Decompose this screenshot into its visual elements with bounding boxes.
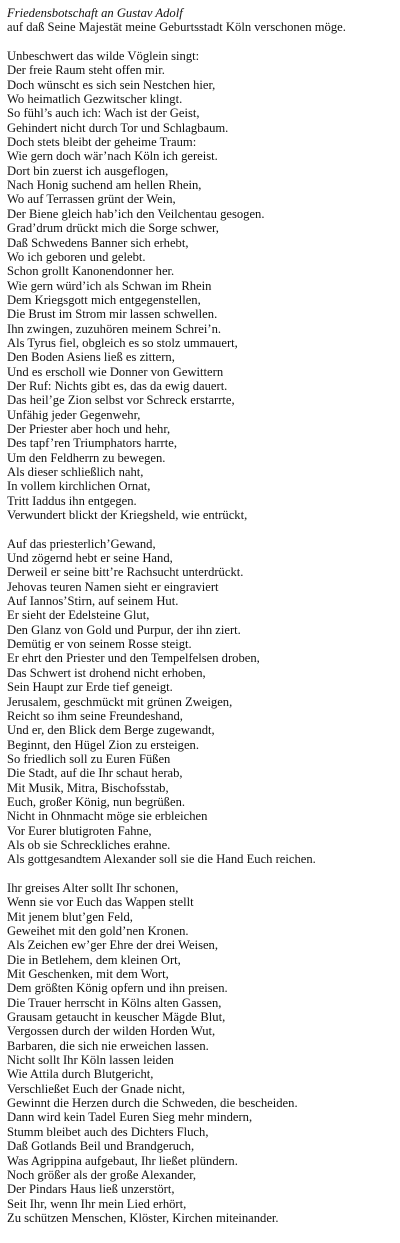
- poem-line: Dort bin zuerst ich ausgeflogen,: [7, 163, 169, 178]
- poem-line: Er sieht der Edelsteine Glut,: [7, 608, 150, 623]
- poem-line: Um den Feldherrn zu bewegen.: [7, 450, 166, 465]
- poem-line: Wie gern doch wär’nach Köln ich gereist.: [7, 149, 218, 164]
- stanza-2: [7, 537, 397, 867]
- poem-line: Dem Kriegsgott mich entgegenstellen,: [7, 292, 201, 307]
- poem-line: Geweihet mit den gold’nen Kronen.: [7, 924, 189, 938]
- poem-line: Nach Honig suchend am hellen Rhein,: [7, 178, 202, 193]
- poem-line: Der Priester aber hoch und hehr,: [7, 421, 171, 436]
- poem-line: Jehovas teuren Namen sieht er eingraviert: [7, 579, 219, 594]
- stanza-3: [7, 881, 397, 1225]
- poem-line: Daß Schwedens Banner sich erhebt,: [7, 235, 189, 250]
- poem-line: Auf Iannos’Stirn, auf seinem Hut.: [7, 594, 179, 609]
- poem-line: Vergossen durch der wilden Horden Wut,: [7, 1024, 216, 1039]
- poem-line: Doch wünscht es sich sein Nestchen hier,: [7, 77, 216, 92]
- stanza-1: [7, 49, 397, 522]
- poem-line: Die Trauer herrscht in Kölns alten Gassen,: [7, 995, 222, 1010]
- poem-line: Mit jenem blut’gen Feld,: [7, 909, 133, 924]
- poem-line: Das Schwert ist drohend nicht erhoben,: [7, 665, 206, 680]
- poem-line: Grausam getaucht in keuscher Mägde Blut,: [7, 1010, 226, 1025]
- poem-line: Und er, den Blick dem Berge zugewandt,: [7, 723, 215, 738]
- poem-line: Tritt Iaddus ihn entgegen.: [7, 493, 137, 508]
- poem-line: Er ehrt den Priester und den Tempelfelsen droben,: [7, 651, 260, 666]
- poem-line: Daß Gotlands Beil und Brandgeruch,: [7, 1139, 195, 1154]
- poem-line: Doch stets bleibt der geheime Traum:: [7, 135, 197, 150]
- poem-subtitle: auf daß Seine Majestät meine Geburtsstadt Köln verschonen möge.: [7, 20, 346, 35]
- poem-page: [7, 6, 397, 1225]
- poem-line: Barbaren, die sich nie erweichen lassen.: [7, 1038, 209, 1053]
- poem-body: [7, 49, 397, 1225]
- poem-line: Und es erscholl wie Donner von Gewittern: [7, 364, 224, 379]
- poem-line: Wo ich geboren und gelebt.: [7, 249, 146, 264]
- poem-line: Der Biene gleich hab’ich den Veilchentau gesogen.: [7, 206, 265, 221]
- poem-line: Was Agrippina aufgebaut, Ihr ließet plündern.: [7, 1153, 238, 1168]
- poem-line: Nicht in Ohnmacht möge sie erbleichen: [7, 809, 208, 824]
- poem-line: Wo heimatlich Gezwitscher klingt.: [7, 92, 183, 107]
- poem-line: Nicht sollt Ihr Köln lassen leiden: [7, 1053, 174, 1068]
- poem-line: Reicht so ihm seine Freundeshand,: [7, 708, 183, 723]
- poem-line: Grad’drum drückt mich die Sorge schwer,: [7, 221, 219, 236]
- poem-line: Demütig er von seinem Rosse steigt.: [7, 637, 192, 652]
- poem-line: Jerusalem, geschmückt mit grünen Zweigen,: [7, 694, 233, 709]
- poem-line: Wo auf Terrassen grünt der Wein,: [7, 192, 176, 207]
- poem-line: Vor Eurer blutigroten Fahne,: [7, 823, 152, 838]
- poem-line: Des tapf’ren Triumphators harrte,: [7, 436, 177, 451]
- poem-line: Ihn zwingen, zuzuhören meinem Schrei’n.: [7, 321, 222, 336]
- poem-line: Unbeschwert das wilde Vöglein singt:: [7, 49, 200, 64]
- poem-line: Seit Ihr, wenn Ihr mein Lied erhört,: [7, 1196, 187, 1211]
- poem-line: Wie Attila durch Blutgericht,: [7, 1067, 154, 1082]
- poem-line: Mit Musik, Mitra, Bischofsstab,: [7, 780, 169, 795]
- poem-line: Zu schützen Menschen, Klöster, Kirchen miteinander.: [7, 1210, 279, 1225]
- poem-line: Noch größer als der große Alexander,: [7, 1167, 197, 1182]
- poem-line: So friedlich soll zu Euren Füßen: [7, 751, 171, 766]
- poem-line: Ihr greises Alter sollt Ihr schonen,: [7, 880, 179, 895]
- poem-line: Den Boden Asiens ließ es zittern,: [7, 350, 175, 365]
- poem-line: Schon grollt Kanonendonner her.: [7, 264, 175, 279]
- poem-line: Der Ruf: Nichts gibt es, das da ewig dauert.: [7, 378, 228, 393]
- poem-line: Gewinnt die Herzen durch die Schweden, die bescheiden.: [7, 1096, 298, 1111]
- poem-line: In vollem kirchlichen Ornat,: [7, 479, 151, 494]
- poem-line: Den Glanz von Gold und Purpur, der ihn ziert.: [7, 622, 241, 637]
- poem-line: Dem größten König opfern und ihn preisen.: [7, 981, 228, 996]
- poem-line: Als Tyrus fiel, obgleich es so stolz ummauert,: [7, 335, 238, 350]
- poem-title: Friedensbotschaft an Gustav Adolf: [7, 6, 183, 20]
- poem-line: Als dieser schließlich naht,: [7, 465, 144, 479]
- poem-line: Die Stadt, auf die Ihr schaut herab,: [7, 766, 183, 781]
- poem-line: Die Brust im Strom mir lassen schwellen.: [7, 307, 218, 322]
- poem-line: Der Pindars Haus ließ unzerstört,: [7, 1182, 175, 1197]
- poem-line: Stumm bleibet auch des Dichters Fluch,: [7, 1124, 209, 1139]
- poem-line: Als ob sie Schreckliches erahne.: [7, 837, 171, 852]
- poem-line: Sein Haupt zur Erde tief geneigt.: [7, 680, 173, 695]
- poem-line: So fühl’s auch ich: Wach ist der Geist,: [7, 106, 200, 121]
- poem-line: Auf das priesterlich’Gewand,: [7, 536, 156, 551]
- poem-line: Derweil er seine bitt’re Rachsucht unterdrückt.: [7, 565, 244, 580]
- poem-line: Verschließet Euch der Gnade nicht,: [7, 1081, 185, 1096]
- poem-line: Gehindert nicht durch Tor und Schlagbaum.: [7, 120, 229, 135]
- poem-line: Dann wird kein Tadel Euren Sieg mehr mindern,: [7, 1110, 253, 1125]
- poem-line: Beginnt, den Hügel Zion zu ersteigen.: [7, 737, 200, 752]
- poem-line: Das heil’ge Zion selbst vor Schreck erstarrte,: [7, 393, 235, 408]
- poem-line: Verwundert blickt der Kriegsheld, wie entrückt,: [7, 508, 248, 523]
- poem-line: Euch, großer König, nun begrüßen.: [7, 794, 186, 809]
- poem-line: Der freie Raum steht offen mir.: [7, 63, 165, 78]
- poem-line: Wie gern würd’ich als Schwan im Rhein: [7, 278, 212, 293]
- poem-line: Mit Geschenken, mit dem Wort,: [7, 967, 169, 982]
- poem-line: Als Zeichen ew’ger Ehre der drei Weisen,: [7, 938, 219, 953]
- poem-line: Und zögernd hebt er seine Hand,: [7, 551, 173, 566]
- poem-line: Unfähig jeder Gegenwehr,: [7, 407, 141, 422]
- poem-line: Wenn sie vor Euch das Wappen stellt: [7, 895, 194, 910]
- poem-line: Als gottgesandtem Alexander soll sie die Hand Euch reichen.: [7, 852, 316, 867]
- poem-line: Die in Betlehem, dem kleinen Ort,: [7, 952, 181, 967]
